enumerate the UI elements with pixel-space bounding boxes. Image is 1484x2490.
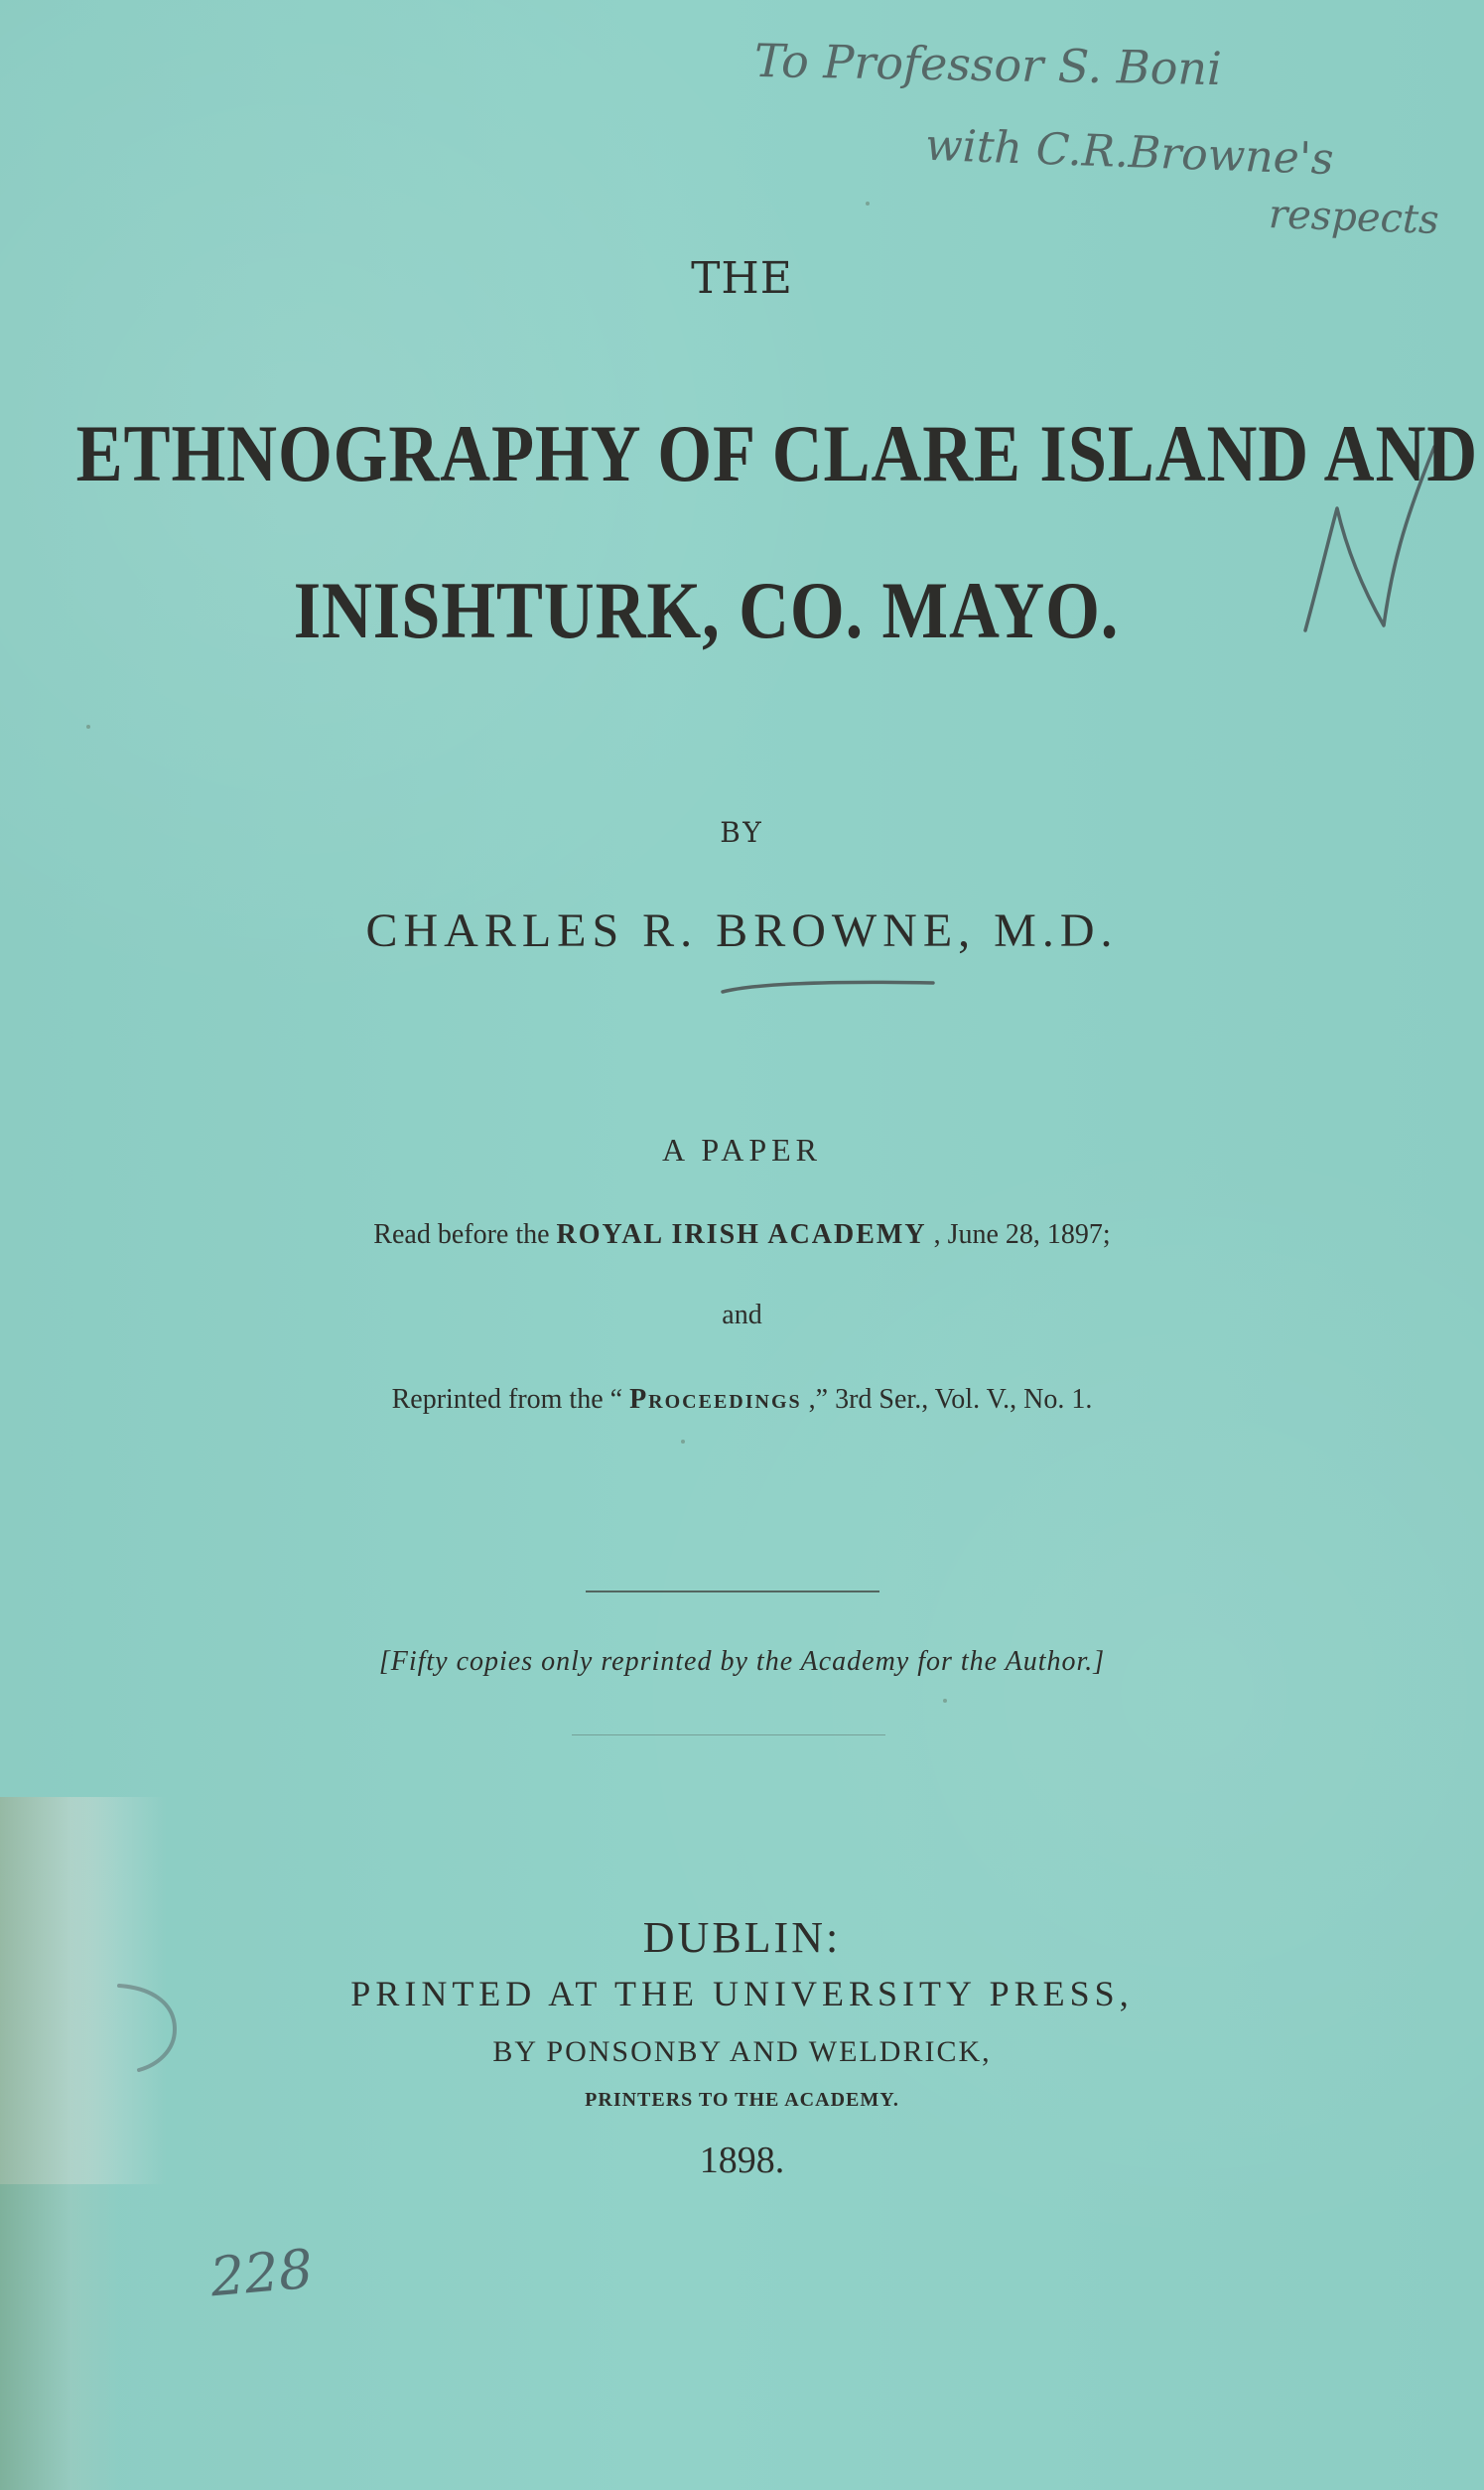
place-of-publication: DUBLIN: <box>642 1913 842 1962</box>
paper-speck <box>681 1440 685 1444</box>
horizontal-rule-bottom <box>572 1734 885 1735</box>
title-the: THE <box>691 253 793 304</box>
and-line: and <box>722 1300 762 1330</box>
proceedings-caps: Proceedings <box>629 1384 802 1415</box>
reprinted-prefix: Reprinted from the “ <box>391 1384 623 1415</box>
horizontal-rule-top <box>586 1591 879 1592</box>
printer-name: BY PONSONBY AND WELDRICK, <box>492 2035 992 2068</box>
paper-label: A PAPER <box>662 1132 822 1168</box>
handwritten-number: 228 <box>207 2237 316 2309</box>
printer-line: PRINTED AT THE UNIVERSITY PRESS, <box>350 1974 1134 2013</box>
copies-note: [Fifty copies only reprinted by the Academy for the Author.] <box>378 1646 1106 1677</box>
reprinted-line <box>0 1384 1484 1416</box>
title-main-line-1: ETHNOGRAPHY OF CLARE ISLAND AND <box>75 408 1479 498</box>
publication-year: 1898. <box>699 2140 785 2181</box>
paper-speck <box>866 202 870 206</box>
royal-irish-academy: ROYAL IRISH ACADEMY <box>556 1219 927 1250</box>
read-before-line <box>0 1219 1484 1251</box>
read-prefix: Read before the <box>373 1219 550 1250</box>
handwritten-inscription-line-3: respects <box>1268 192 1440 243</box>
handwritten-edge-mark <box>91 1978 210 2097</box>
paper-speck <box>86 725 90 729</box>
reprinted-suffix: ,” 3rd Ser., Vol. V., No. 1. <box>808 1384 1093 1415</box>
printer-role: PRINTERS TO THE ACADEMY. <box>585 2089 899 2111</box>
byline-label: BY <box>720 816 764 849</box>
author-name: CHARLES R. BROWNE, M.D. <box>365 904 1119 957</box>
handwritten-inscription-line-1: To Professor S. Boni <box>753 33 1223 96</box>
title-main-line-2: INISHTURK, CO. MAYO. <box>293 565 1120 655</box>
handwritten-underline <box>715 974 943 1000</box>
paper-speck <box>943 1699 947 1703</box>
handwritten-inscription-line-2: with C.R.Browne's <box>924 119 1335 186</box>
read-suffix: , June 28, 1897; <box>933 1219 1111 1250</box>
